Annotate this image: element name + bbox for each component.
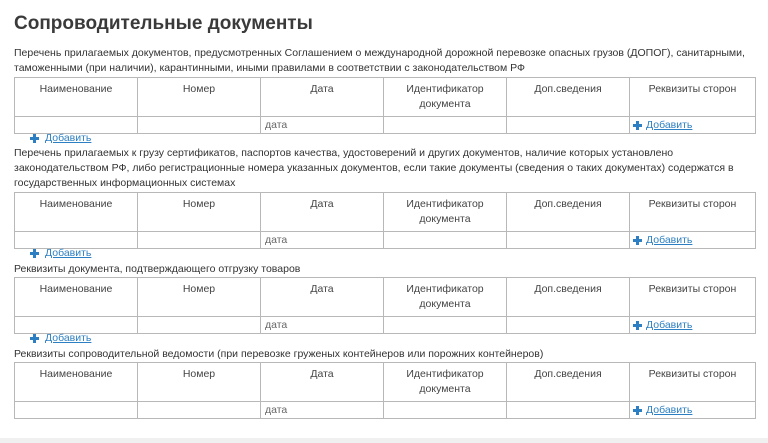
- date-input[interactable]: [261, 232, 384, 249]
- column-header-number: Номер: [138, 193, 261, 232]
- table-header-row: [15, 193, 756, 232]
- section-4-description: Реквизиты сопроводительной ведомости (при перевозке груженых контейнеров или порожних контейнеров): [14, 348, 544, 360]
- column-header-identifier: Идентификатор документа: [384, 278, 507, 317]
- plus-icon: [633, 236, 642, 245]
- column-header-party-details: Реквизиты сторон: [630, 193, 756, 232]
- column-header-additional-info: Доп.сведения: [507, 363, 630, 402]
- plus-icon: [633, 121, 642, 130]
- plus-icon: [633, 321, 642, 330]
- add-party-details-button[interactable]: Добавить: [630, 319, 755, 331]
- additional-info-input[interactable]: [507, 402, 630, 419]
- column-header-additional-info: Доп.сведения: [507, 78, 630, 117]
- section-1-description: Перечень прилагаемых документов, предусмотренных Соглашением о международной дорожной перевозке опасных грузов (ДОПОГ), санитарными, таможенными (при наличии), карантинными, иными правилами в соответствии с законодательством РФ: [14, 47, 745, 74]
- column-header-party-details: Реквизиты сторон: [630, 78, 756, 117]
- plus-icon: [30, 134, 39, 143]
- name-input[interactable]: [15, 117, 138, 134]
- date-placeholder: дата: [265, 119, 288, 131]
- identifier-input[interactable]: [384, 117, 507, 134]
- number-input[interactable]: [138, 117, 261, 134]
- add-row-button[interactable]: Добавить: [30, 332, 91, 344]
- table-row: [15, 402, 756, 419]
- column-header-name: Наименование: [15, 193, 138, 232]
- section-2-description: Перечень прилагаемых к грузу сертификатов, паспортов качества, удостоверений и других документов, наличие которых установлено законодательством РФ, либо регистрационные номера указанных документов, если такие документы (сведения о таких документах) содержатся в государственных информационных системах: [14, 147, 734, 189]
- column-header-additional-info: Доп.сведения: [507, 278, 630, 317]
- column-header-name: Наименование: [15, 363, 138, 402]
- add-party-details-button[interactable]: Добавить: [630, 119, 755, 131]
- section-3-description: Реквизиты документа, подтверждающего отгрузку товаров: [14, 263, 301, 275]
- column-header-number: Номер: [138, 78, 261, 117]
- date-placeholder: дата: [265, 234, 288, 246]
- page-title: Сопроводительные документы: [14, 13, 313, 34]
- column-header-party-details: Реквизиты сторон: [630, 363, 756, 402]
- number-input[interactable]: [138, 317, 261, 334]
- date-placeholder: дата: [265, 404, 288, 416]
- column-header-name: Наименование: [15, 78, 138, 117]
- plus-icon: [30, 334, 39, 343]
- identifier-input[interactable]: [384, 402, 507, 419]
- additional-info-input[interactable]: [507, 117, 630, 134]
- column-header-number: Номер: [138, 363, 261, 402]
- number-input[interactable]: [138, 402, 261, 419]
- table-row: [15, 317, 756, 334]
- column-header-additional-info: Доп.сведения: [507, 193, 630, 232]
- table-row: [15, 117, 756, 134]
- date-input[interactable]: [261, 117, 384, 134]
- add-party-details-button[interactable]: Добавить: [630, 404, 755, 416]
- number-input[interactable]: [138, 232, 261, 249]
- column-header-date: Дата: [261, 363, 384, 402]
- section-2-table: [14, 192, 756, 249]
- date-placeholder: дата: [265, 319, 288, 331]
- add-row-button[interactable]: Добавить: [30, 132, 91, 144]
- table-header-row: [15, 78, 756, 117]
- name-input[interactable]: [15, 402, 138, 419]
- name-input[interactable]: [15, 317, 138, 334]
- column-header-name: Наименование: [15, 278, 138, 317]
- table-header-row: [15, 278, 756, 317]
- section-4-table: [14, 362, 756, 419]
- table-header-row: [15, 363, 756, 402]
- section-1-table: [14, 77, 756, 134]
- column-header-date: Дата: [261, 78, 384, 117]
- add-party-details-button[interactable]: Добавить: [630, 234, 755, 246]
- column-header-identifier: Идентификатор документа: [384, 78, 507, 117]
- plus-icon: [30, 249, 39, 258]
- column-header-identifier: Идентификатор документа: [384, 363, 507, 402]
- identifier-input[interactable]: [384, 232, 507, 249]
- column-header-date: Дата: [261, 193, 384, 232]
- identifier-input[interactable]: [384, 317, 507, 334]
- column-header-number: Номер: [138, 278, 261, 317]
- plus-icon: [633, 406, 642, 415]
- name-input[interactable]: [15, 232, 138, 249]
- add-row-button[interactable]: Добавить: [30, 247, 91, 259]
- column-header-identifier: Идентификатор документа: [384, 193, 507, 232]
- column-header-date: Дата: [261, 278, 384, 317]
- additional-info-input[interactable]: [507, 317, 630, 334]
- section-3-table: [14, 277, 756, 334]
- column-header-party-details: Реквизиты сторон: [630, 278, 756, 317]
- date-input[interactable]: [261, 317, 384, 334]
- additional-info-input[interactable]: [507, 232, 630, 249]
- table-row: [15, 232, 756, 249]
- date-input[interactable]: [261, 402, 384, 419]
